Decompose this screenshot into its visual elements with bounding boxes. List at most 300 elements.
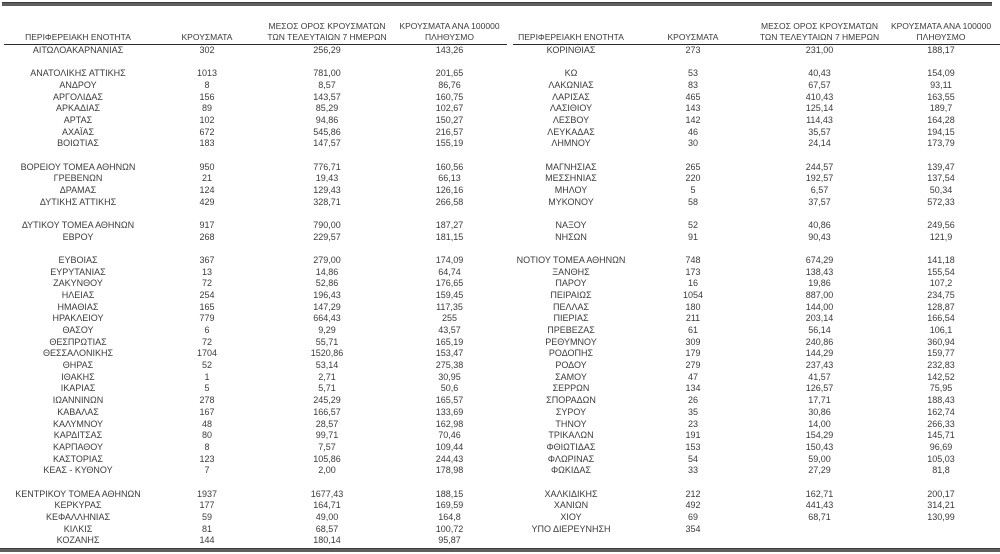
left-table-body (4, 45, 507, 547)
cases-cell: 91 (687, 231, 698, 242)
region-cell: ΗΛΕΙΑΣ (61, 290, 95, 301)
avg7-cell: 19,86 (808, 278, 831, 289)
per100k-cell (882, 477, 1000, 489)
avg7-cell: 147,29 (313, 301, 341, 312)
region-cell: ΣΑΜΟΥ (555, 371, 587, 382)
region-cell: ΠΙΕΡΙΑΣ (553, 313, 589, 324)
cases-cell: 367 (199, 255, 215, 266)
table-row (513, 267, 1000, 279)
avg7-cell: 37,57 (808, 196, 831, 207)
cases-cell: 180 (685, 301, 701, 312)
region-cell: ΘΑΣΟΥ (62, 325, 94, 336)
cases-cell: 5 (204, 383, 210, 394)
per100k-cell: 105,03 (927, 453, 955, 464)
table-row (513, 512, 1000, 524)
table-row (4, 162, 507, 174)
header-avg-7day-cases: ΜΕΣΟΣ ΟΡΟΣ ΚΡΟΥΣΜΑΤΩΝ ΤΩΝ ΤΕΛΕΥΤΑΙΩΝ 7 ΗΜΕΡΩΝ (267, 21, 387, 42)
cases-cell: 7 (204, 465, 210, 476)
region-cell: ΒΟΙΩΤΙΑΣ (57, 138, 99, 149)
table-row (513, 220, 1000, 232)
table-row (513, 337, 1000, 349)
table-row (513, 348, 1000, 360)
avg7-cell (757, 524, 882, 536)
region-cell: ΖΑΚΥΝΘΟΥ (53, 278, 103, 289)
table-row (4, 454, 507, 466)
avg7-cell: 90,43 (808, 231, 831, 242)
cases-cell: 143 (685, 103, 701, 114)
region-cell: ΑΙΤΩΛΟΑΚΑΡΝΑΝΙΑΣ (32, 45, 124, 55)
region-cell (4, 243, 152, 255)
avg7-cell: 40,43 (808, 68, 831, 79)
avg7-cell: 85,29 (315, 103, 339, 114)
table-row (4, 465, 507, 477)
avg7-cell: 144,00 (805, 301, 834, 312)
per100k-cell: 201,65 (435, 68, 464, 79)
cases-cell: 72 (201, 278, 212, 289)
per100k-cell: 187,27 (435, 220, 464, 231)
cases-cell: 83 (687, 80, 698, 91)
region-cell (513, 150, 629, 162)
table-row (513, 45, 1000, 57)
per100k-cell: 145,71 (927, 430, 955, 441)
right-table-header-row (513, 5, 1000, 45)
cases-cell: 748 (685, 255, 701, 266)
header-cases: ΚΡΟΥΣΜΑΤΑ (181, 31, 233, 42)
table-row (4, 302, 507, 314)
table-row (4, 92, 507, 104)
per100k-cell: 50,6 (440, 383, 459, 394)
table-row (4, 500, 507, 512)
region-cell: ΠΕΙΡΑΙΩΣ (550, 290, 592, 301)
cases-cell: 950 (199, 161, 215, 172)
per100k-cell (392, 150, 507, 162)
cases-cell: 1013 (196, 68, 218, 79)
avg7-cell: 328,71 (313, 196, 341, 207)
region-cell: ΣΥΡΟΥ (555, 406, 587, 417)
cases-cell: 59 (201, 511, 212, 522)
table-row-spacer (4, 208, 507, 220)
table-row (513, 465, 1000, 477)
table-row (513, 255, 1000, 267)
per100k-cell: 126,16 (435, 185, 464, 196)
avg7-cell: 256,29 (313, 45, 341, 55)
per100k-cell: 137,54 (927, 173, 955, 184)
avg7-cell: 19,43 (315, 173, 339, 184)
cases-cell: 177 (199, 500, 215, 511)
cases-cell: 309 (685, 336, 701, 347)
per100k-cell: 162,98 (435, 418, 464, 429)
cases-cell: 268 (199, 231, 215, 242)
avg7-cell: 24,14 (808, 138, 831, 149)
cases-cell: 81 (201, 523, 212, 534)
avg7-cell: 52,86 (315, 278, 339, 289)
region-cell: ΑΧΑΪΑΣ (61, 126, 95, 137)
avg7-cell: 1677,43 (310, 488, 344, 499)
cases-cell: 429 (199, 196, 215, 207)
avg7-cell: 2,71 (318, 371, 336, 382)
per100k-cell (882, 57, 1000, 69)
table-row (513, 197, 1000, 209)
avg7-cell: 776,71 (313, 161, 341, 172)
header-avg-7day-cases: ΜΕΣΟΣ ΟΡΟΣ ΚΡΟΥΣΜΑΤΩΝ ΤΩΝ ΤΕΛΕΥΤΑΙΩΝ 7 ΗΜΕΡΩΝ (759, 21, 880, 42)
region-cell: ΚΟΡΙΝΘΙΑΣ (546, 45, 596, 55)
avg7-cell: 166,57 (313, 406, 341, 417)
region-cell: ΒΟΡΕΙΟΥ ΤΟΜΕΑ ΑΘΗΝΩΝ (20, 161, 136, 172)
per100k-cell: 159,77 (927, 348, 955, 359)
region-cell: ΑΝΑΤΟΛΙΚΗΣ ΑΤΤΙΚΗΣ (30, 68, 126, 79)
cases-cell: 1 (204, 371, 210, 382)
cases-cell: 492 (685, 500, 701, 511)
table-row (4, 524, 507, 536)
cases-cell: 52 (687, 220, 698, 231)
region-cell: ΠΡΕΒΕΖΑΣ (547, 325, 595, 336)
cases-cell (629, 243, 757, 255)
avg7-cell: 162,71 (805, 488, 834, 499)
per100k-cell: 86,76 (438, 80, 461, 91)
region-cell: ΕΥΡΥΤΑΝΙΑΣ (50, 266, 106, 277)
cases-cell: 21 (201, 173, 212, 184)
region-cell: ΝΑΞΟΥ (555, 220, 587, 231)
table-row (4, 45, 507, 57)
avg7-cell: 114,43 (806, 115, 833, 126)
per100k-cell: 216,57 (435, 126, 464, 137)
region-cell: ΘΗΡΑΣ (62, 360, 94, 371)
per100k-cell: 234,75 (927, 290, 955, 301)
per100k-cell: 153,47 (435, 348, 464, 359)
cases-cell: 8 (204, 80, 210, 91)
table-row (4, 80, 507, 92)
avg7-cell: 790,00 (313, 220, 341, 231)
per100k-cell: 200,17 (927, 488, 955, 499)
table-row (513, 442, 1000, 454)
per100k-cell: 360,94 (927, 336, 955, 347)
cases-cell: 35 (687, 406, 698, 417)
avg7-cell: 9,29 (318, 325, 336, 336)
region-cell: ΞΑΝΘΗΣ (552, 266, 590, 277)
avg7-cell: 147,57 (313, 138, 341, 149)
region-cell: ΜΗΛΟΥ (554, 185, 588, 196)
region-cell: ΦΩΚΙΔΑΣ (551, 465, 591, 476)
region-cell: ΚΑΡΔΙΤΣΑΣ (53, 430, 103, 441)
per100k-cell: 164,8 (438, 511, 461, 522)
region-cell (513, 208, 629, 220)
per100k-cell: 109,44 (435, 441, 464, 452)
cases-cell: 173 (685, 266, 701, 277)
avg7-cell: 180,14 (313, 535, 341, 546)
cases-cell (152, 150, 262, 162)
cases-cell: 273 (685, 45, 701, 55)
per100k-cell (392, 57, 507, 69)
per100k-cell: 81,8 (932, 465, 950, 476)
table-row (513, 524, 1000, 536)
region-cell: ΦΘΙΩΤΙΔΑΣ (546, 441, 596, 452)
cases-cell: 1937 (196, 488, 218, 499)
per100k-cell: 178,98 (435, 465, 464, 476)
cases-cell: 779 (199, 313, 215, 324)
avg7-cell (262, 57, 392, 69)
avg7-cell: 5,71 (318, 383, 336, 394)
avg7-cell: 410,43 (805, 91, 834, 102)
region-cell: ΠΕΛΛΑΣ (552, 301, 590, 312)
cases-cell: 220 (685, 173, 701, 184)
region-cell: ΚΕΡΚΥΡΑΣ (54, 500, 102, 511)
cases-cell (629, 535, 757, 547)
table-row (513, 372, 1000, 384)
cases-cell: 58 (687, 196, 698, 207)
per100k-cell (392, 477, 507, 489)
cases-cell (629, 208, 757, 220)
cases-cell: 6 (204, 325, 210, 336)
table-row (4, 103, 507, 115)
region-cell: ΤΗΝΟΥ (555, 418, 587, 429)
region-cell: ΕΥΒΟΙΑΣ (58, 255, 98, 266)
avg7-cell (262, 477, 392, 489)
avg7-cell: 1520,86 (310, 348, 344, 359)
per100k-cell: 160,56 (435, 161, 464, 172)
left-table-header-row (4, 5, 507, 45)
table-row (4, 278, 507, 290)
table-row (513, 290, 1000, 302)
cases-cell: 142 (685, 115, 701, 126)
cases-cell: 47 (687, 371, 698, 382)
table-row (513, 103, 1000, 115)
header-cases: ΚΡΟΥΣΜΑΤΑ (667, 31, 719, 42)
avg7-cell: 545,86 (313, 126, 341, 137)
region-cell: ΔΡΑΜΑΣ (59, 185, 97, 196)
region-cell: ΣΠΟΡΑΔΩΝ (546, 395, 596, 406)
avg7-cell: 164,71 (313, 500, 341, 511)
table-row (4, 512, 507, 524)
table-row (513, 454, 1000, 466)
cases-cell: 156 (199, 91, 215, 102)
region-cell: ΡΟΔΟΥ (555, 360, 587, 371)
cases-cell (629, 150, 757, 162)
table-row (513, 185, 1000, 197)
table-row (4, 173, 507, 185)
cases-cell: 8 (204, 441, 210, 452)
per100k-cell: 133,69 (435, 406, 464, 417)
cases-cell: 61 (687, 325, 698, 336)
header-cases-per-100k: ΚΡΟΥΣΜΑΤΑ ΑΝΑ 100000 ΠΛΗΘΥΣΜΟ (399, 21, 500, 42)
region-cell: ΑΡΓΟΛΙΔΑΣ (53, 91, 103, 102)
per100k-cell (392, 243, 507, 255)
region-cell: ΓΡΕΒΕΝΩΝ (53, 173, 103, 184)
avg7-cell: 674,29 (805, 255, 834, 266)
avg7-cell: 2,00 (318, 465, 336, 476)
cases-cell: 917 (199, 220, 215, 231)
table-row (4, 138, 507, 150)
per100k-cell: 189,7 (929, 103, 953, 114)
per100k-cell: 249,56 (927, 220, 955, 231)
tables-container (4, 5, 1000, 547)
per100k-cell: 150,27 (435, 115, 464, 126)
avg7-cell: 154,29 (805, 430, 834, 441)
avg7-cell (262, 243, 392, 255)
table-row-spacer (513, 243, 1000, 255)
region-cell: ΔΥΤΙΚΗΣ ΑΤΤΙΚΗΣ (39, 196, 117, 207)
table-row (4, 348, 507, 360)
cases-cell: 72 (201, 336, 212, 347)
region-cell: ΚΑΡΠΑΘΟΥ (52, 441, 104, 452)
per100k-cell: 130,99 (927, 511, 955, 522)
per100k-cell: 64,74 (438, 266, 461, 277)
avg7-cell: 67,57 (808, 80, 831, 91)
per100k-cell: 165,57 (435, 395, 464, 406)
region-cell: ΛΑΡΙΣΑΣ (552, 91, 590, 102)
table-row (513, 302, 1000, 314)
per100k-cell: 75,95 (929, 383, 953, 394)
table-row (4, 395, 507, 407)
per100k-cell: 166,54 (927, 313, 955, 324)
cases-cell: 124 (199, 185, 215, 196)
region-cell: ΗΡΑΚΛΕΙΟΥ (52, 313, 104, 324)
table-row (513, 80, 1000, 92)
table-row (513, 430, 1000, 442)
region-cell: ΛΑΚΩΝΙΑΣ (548, 80, 594, 91)
table-row (4, 489, 507, 501)
table-row (513, 419, 1000, 431)
per100k-cell: 275,38 (435, 360, 464, 371)
avg7-cell: 245,29 (313, 395, 341, 406)
per100k-cell: 266,58 (435, 196, 464, 207)
avg7-cell: 7,57 (318, 441, 336, 452)
region-cell: ΔΥΤΙΚΟΥ ΤΟΜΕΑ ΑΘΗΝΩΝ (21, 220, 135, 231)
per100k-cell: 96,69 (929, 441, 953, 452)
per100k-cell (882, 208, 1000, 220)
cases-cell: 279 (685, 360, 701, 371)
per100k-cell: 155,54 (927, 266, 955, 277)
region-cell: ΚΙΛΚΙΣ (63, 523, 93, 534)
table-row (4, 372, 507, 384)
per100k-cell: 159,45 (435, 290, 464, 301)
region-cell: ΡΟΔΟΠΗΣ (548, 348, 594, 359)
table-row (4, 325, 507, 337)
avg7-cell: 196,43 (313, 290, 341, 301)
region-cell: ΜΕΣΣΗΝΙΑΣ (545, 173, 597, 184)
table-row (513, 325, 1000, 337)
per100k-cell: 188,43 (927, 395, 955, 406)
header-cases-per-100k: ΚΡΟΥΣΜΑΤΑ ΑΝΑ 100000 ΠΛΗΘΥΣΜΟ (890, 21, 992, 42)
cases-cell: 465 (685, 91, 701, 102)
table-row (4, 197, 507, 209)
cases-cell (152, 243, 262, 255)
table-row (513, 383, 1000, 395)
cases-cell: 16 (687, 278, 698, 289)
per100k-cell: 141,18 (927, 255, 955, 266)
cases-cell: 191 (685, 430, 701, 441)
avg7-cell (757, 535, 882, 547)
region-cell (513, 243, 629, 255)
avg7-cell: 244,57 (805, 161, 834, 172)
table-row-spacer (513, 150, 1000, 162)
per100k-cell: 188,17 (927, 45, 955, 55)
per100k-cell: 155,19 (435, 138, 464, 149)
avg7-cell: 41,57 (808, 371, 831, 382)
avg7-cell: 203,14 (805, 313, 834, 324)
cases-cell (629, 57, 757, 69)
avg7-cell: 441,43 (805, 500, 834, 511)
avg7-cell: 231,00 (805, 45, 834, 55)
region-cell: ΚΕΝΤΡΙΚΟΥ ΤΟΜΕΑ ΑΘΗΝΩΝ (15, 488, 141, 499)
avg7-cell (757, 208, 882, 220)
avg7-cell: 192,57 (805, 173, 834, 184)
table-row-spacer (513, 477, 1000, 489)
avg7-cell: 17,71 (808, 395, 831, 406)
cases-cell: 52 (201, 360, 212, 371)
avg7-cell: 279,00 (313, 255, 341, 266)
region-cell: ΧΑΝΙΩΝ (553, 500, 589, 511)
table-row (4, 337, 507, 349)
cases-cell: 30 (687, 138, 698, 149)
table-bottom-border (0, 548, 1000, 552)
region-cell: ΣΕΡΡΩΝ (552, 383, 590, 394)
left-table (4, 5, 507, 547)
cases-cell: 167 (199, 406, 215, 417)
per100k-cell: 188,15 (435, 488, 464, 499)
region-cell: ΝΗΣΩΝ (555, 231, 587, 242)
table-row (4, 430, 507, 442)
avg7-cell (262, 150, 392, 162)
table-row-spacer (513, 535, 1000, 547)
per100k-cell: 100,72 (435, 523, 464, 534)
cases-cell: 183 (199, 138, 215, 149)
region-cell: ΜΑΓΝΗΣΙΑΣ (545, 161, 597, 172)
per100k-cell: 30,95 (438, 371, 461, 382)
region-cell: ΑΡΚΑΔΙΑΣ (55, 103, 101, 114)
avg7-cell (757, 150, 882, 162)
cases-cell (152, 477, 262, 489)
region-cell: ΕΒΡΟΥ (62, 231, 94, 242)
header-regional-unit: ΠΕΡΙΦΕΡΕΙΑΚΗ ΕΝΟΤΗΤΑ (518, 31, 624, 42)
avg7-cell: 53,14 (315, 360, 339, 371)
region-cell: ΚΑΛΥΜΝΟΥ (52, 418, 104, 429)
region-cell: ΚΑΣΤΟΡΙΑΣ (53, 453, 103, 464)
avg7-cell: 30,86 (808, 406, 831, 417)
avg7-cell: 240,86 (805, 336, 834, 347)
per100k-cell: 66,13 (438, 173, 461, 184)
cases-cell: 1054 (682, 290, 704, 301)
per100k-cell: 117,35 (436, 301, 463, 312)
per100k-cell: 314,21 (927, 500, 955, 511)
cases-cell: 212 (685, 488, 701, 499)
cases-cell: 211 (685, 313, 701, 324)
per100k-cell: 50,34 (929, 185, 953, 196)
avg7-cell: 129,43 (313, 185, 341, 196)
avg7-cell: 781,00 (313, 68, 341, 79)
table-row-spacer (4, 477, 507, 489)
table-row (513, 500, 1000, 512)
table-row (4, 383, 507, 395)
avg7-cell: 68,57 (315, 523, 339, 534)
region-cell: ΤΡΙΚΑΛΩΝ (548, 430, 594, 441)
avg7-cell: 49,00 (315, 511, 339, 522)
avg7-cell: 14,86 (315, 266, 339, 277)
cases-cell: 5 (690, 185, 696, 196)
table-row-spacer (4, 150, 507, 162)
cases-cell: 1704 (196, 348, 218, 359)
table-row (4, 419, 507, 431)
table-row (4, 442, 507, 454)
avg7-cell (757, 477, 882, 489)
cases-cell: 80 (201, 430, 212, 441)
region-cell (513, 535, 629, 547)
per100k-cell: 232,83 (927, 360, 955, 371)
region-cell (4, 57, 152, 69)
region-cell: ΙΚΑΡΙΑΣ (60, 383, 96, 394)
region-cell: ΦΛΩΡΙΝΑΣ (547, 453, 595, 464)
cases-cell: 102 (199, 115, 215, 126)
avg7-cell: 35,57 (808, 126, 831, 137)
